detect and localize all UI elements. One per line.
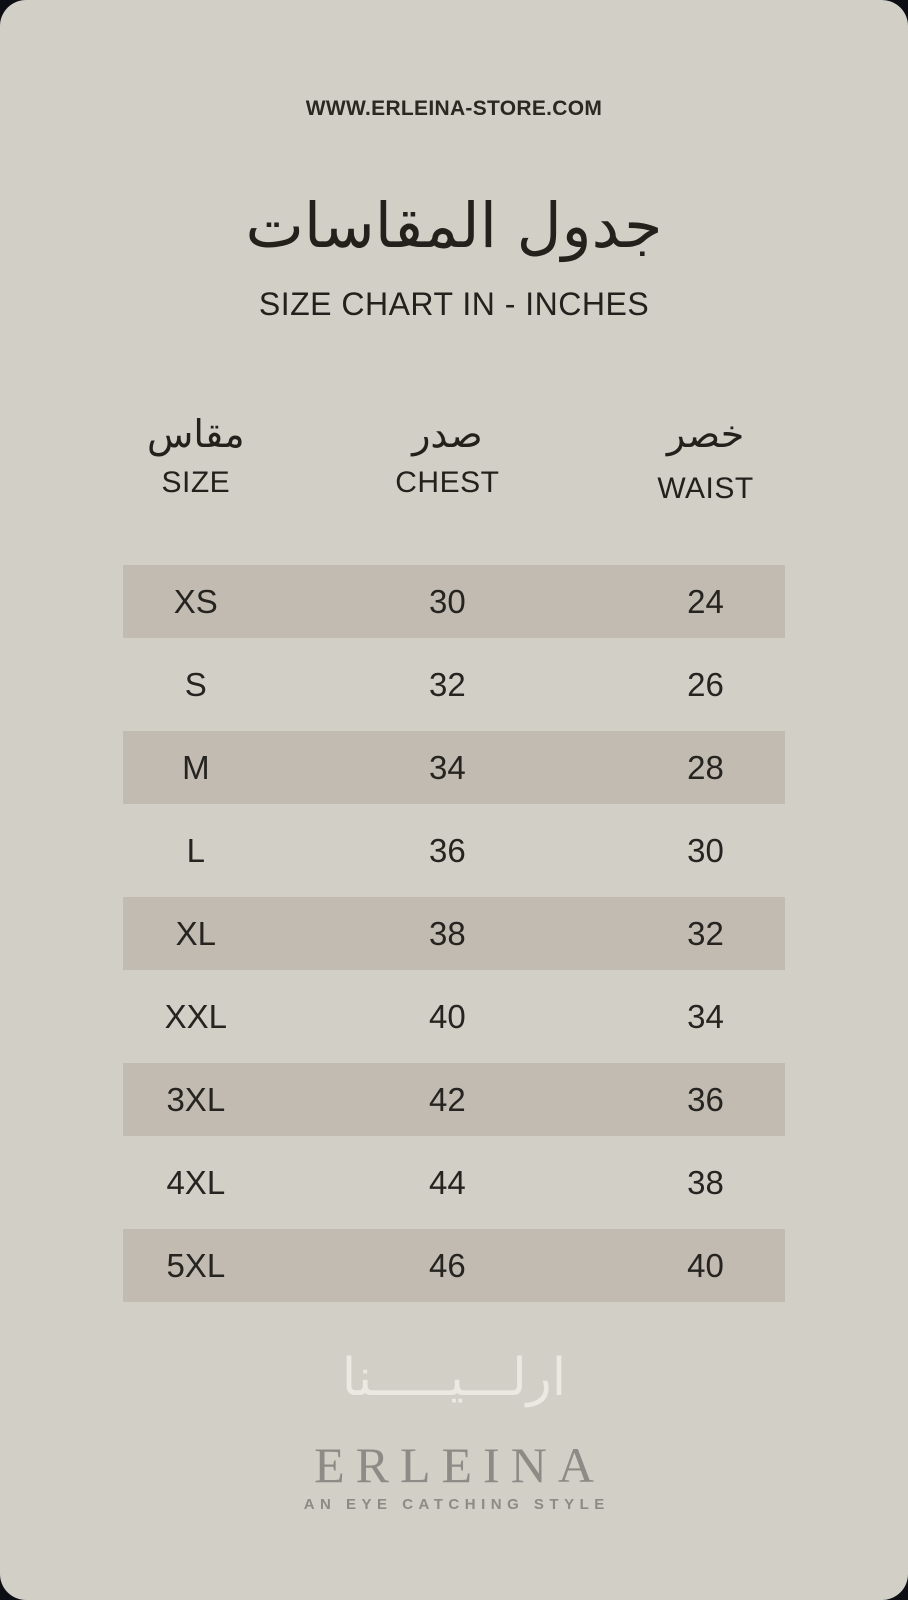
page-title-arabic: جدول المقاسات	[245, 189, 663, 262]
table-row-xs	[123, 565, 785, 638]
chest-value: 34	[429, 748, 466, 786]
chest-value: 30	[429, 582, 466, 620]
column-header-chest	[269, 412, 626, 506]
column-header-size-arabic: مقاس	[147, 412, 245, 456]
size-value: 5XL	[166, 1246, 226, 1284]
size-value: XL	[175, 914, 216, 952]
size-value: XXL	[164, 997, 227, 1035]
chest-value: 46	[429, 1246, 466, 1284]
column-header-waist-english: WAIST	[657, 471, 754, 505]
table-row-5xl	[123, 1229, 785, 1302]
size-value: 4XL	[166, 1163, 226, 1201]
waist-value: 24	[687, 582, 724, 620]
table-row-xxl	[123, 980, 785, 1053]
chest-value: 40	[429, 997, 466, 1035]
brand-logo-arabic: ارلـــيـــــنا	[341, 1348, 567, 1408]
chest-value: 36	[429, 831, 466, 869]
chest-value: 38	[429, 914, 466, 952]
column-header-waist	[626, 412, 785, 506]
table-row-4xl	[123, 1146, 785, 1219]
brand-tagline: AN EYE CATCHING STYLE	[303, 1496, 610, 1513]
column-header-chest-arabic: صدر	[412, 412, 483, 456]
table-row-3xl	[123, 1063, 785, 1136]
chest-value: 32	[429, 665, 466, 703]
brand-logo-english: ERLEINA	[314, 1437, 605, 1493]
size-value: M	[182, 748, 210, 786]
size-value: L	[186, 831, 205, 869]
size-value: XS	[173, 582, 218, 620]
waist-value: 26	[687, 665, 724, 703]
table-row-xl	[123, 897, 785, 970]
column-header-size	[123, 412, 269, 506]
website-url: WWW.ERLEINA-STORE.COM	[305, 97, 603, 120]
chest-value: 42	[429, 1080, 466, 1118]
column-header-size-english: SIZE	[161, 465, 231, 499]
table-header-row	[123, 412, 785, 506]
table-row-l	[123, 814, 785, 887]
column-header-waist-arabic: خصر	[666, 412, 745, 456]
waist-value: 36	[687, 1080, 724, 1118]
waist-value: 40	[687, 1246, 724, 1284]
column-header-chest-english: CHEST	[395, 465, 500, 499]
waist-value: 38	[687, 1163, 724, 1201]
waist-value: 28	[687, 748, 724, 786]
table-row-m	[123, 731, 785, 804]
size-table-body	[123, 565, 785, 1302]
size-value: 3XL	[166, 1080, 226, 1118]
waist-value: 34	[687, 997, 724, 1035]
page-title-english: SIZE CHART IN - INCHES	[258, 286, 650, 322]
waist-value: 32	[687, 914, 724, 952]
table-row-s	[123, 648, 785, 721]
chest-value: 44	[429, 1163, 466, 1201]
size-value: S	[184, 665, 207, 703]
waist-value: 30	[687, 831, 724, 869]
